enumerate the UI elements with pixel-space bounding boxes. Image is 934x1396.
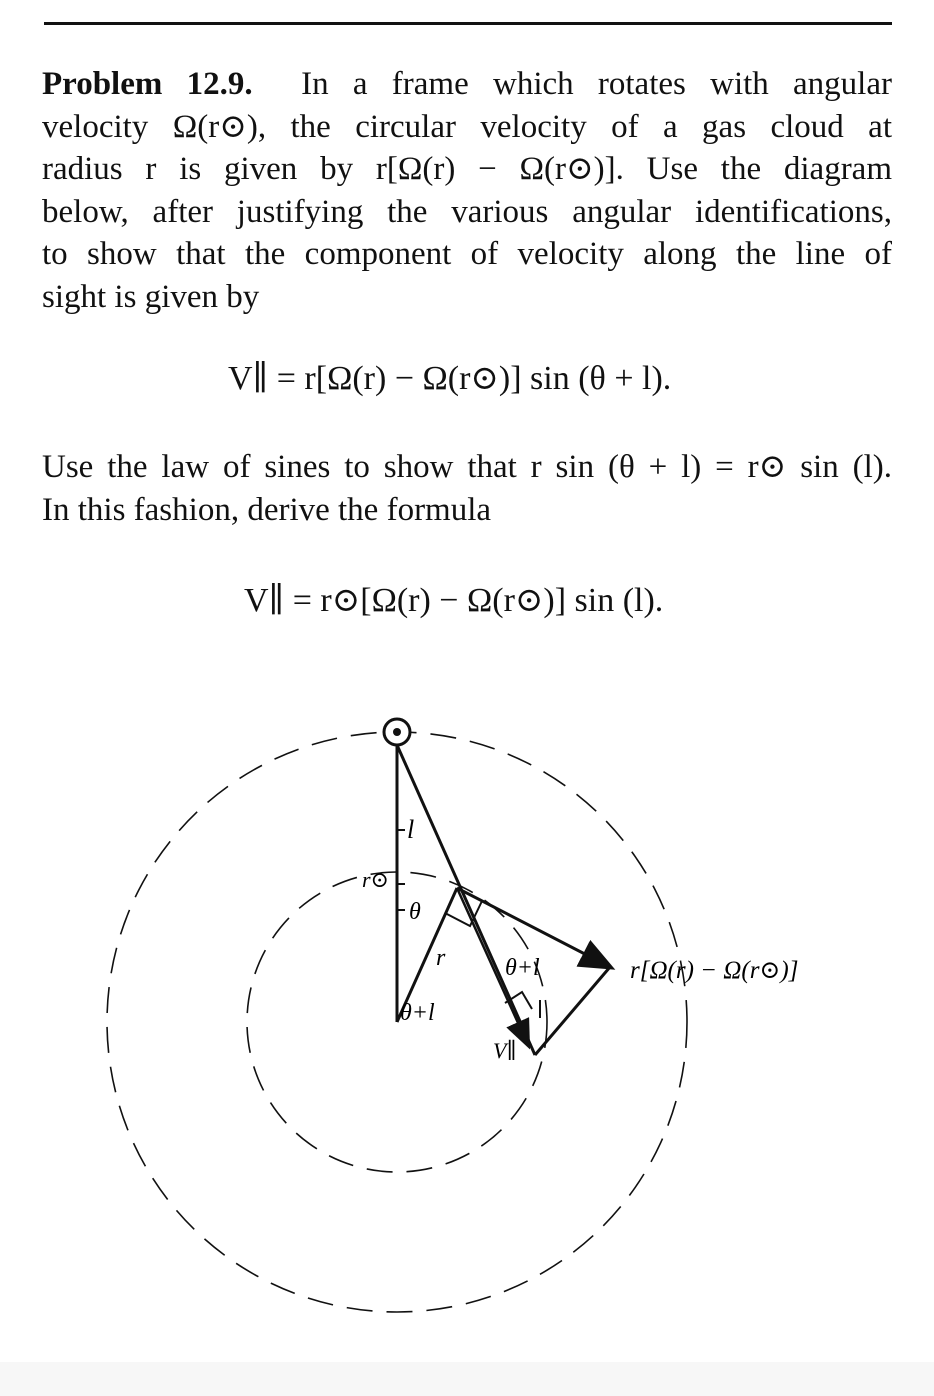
velocity-vector-label: r[Ω(r) − Ω(r⊙)] <box>630 957 799 984</box>
top-rule <box>44 22 892 25</box>
sun-symbol-icon <box>384 719 410 745</box>
text-line: sight is given by <box>42 278 260 315</box>
theta-plus-l-inner-label: θ+l <box>400 1000 435 1026</box>
r-sun-label: r⊙ <box>362 867 389 892</box>
theta-plus-l-outer-label: θ+l <box>505 955 540 981</box>
text-line: velocity Ω(r⊙), the circular velocity of a gas cloud at <box>42 108 892 145</box>
equation-1: V∥ = r[Ω(r) − Ω(r⊙)] sin (θ + l). <box>228 360 672 397</box>
text-line: Use the law of sines to show that r sin (θ + l) = r⊙ sin (l). <box>42 449 892 485</box>
law-of-sines-paragraph <box>42 446 892 531</box>
radius-r-label: r <box>436 945 446 971</box>
equation-2: V∥ = r⊙[Ω(r) − Ω(r⊙)] sin (l). <box>244 582 664 619</box>
problem-label: Problem 12.9. <box>42 66 253 102</box>
text-line: to show that the component of velocity along the line of <box>42 236 892 272</box>
text-line: radius r is given by r[Ω(r) − Ω(r⊙)]. Use the diagram <box>42 151 892 187</box>
problem-statement <box>42 63 892 318</box>
theta-label: θ <box>409 899 421 925</box>
text-line: below, after justifying the various angular identifications, <box>42 193 892 230</box>
v-parallel-label: V∥ <box>493 1038 517 1063</box>
page-footer-band <box>0 1362 934 1396</box>
text-line: In a frame which rotates with angular <box>301 66 892 102</box>
galactic-rotation-diagram <box>100 700 860 1320</box>
text-line: In this fashion, derive the formula <box>42 491 492 528</box>
angle-l-label: l <box>407 815 415 844</box>
